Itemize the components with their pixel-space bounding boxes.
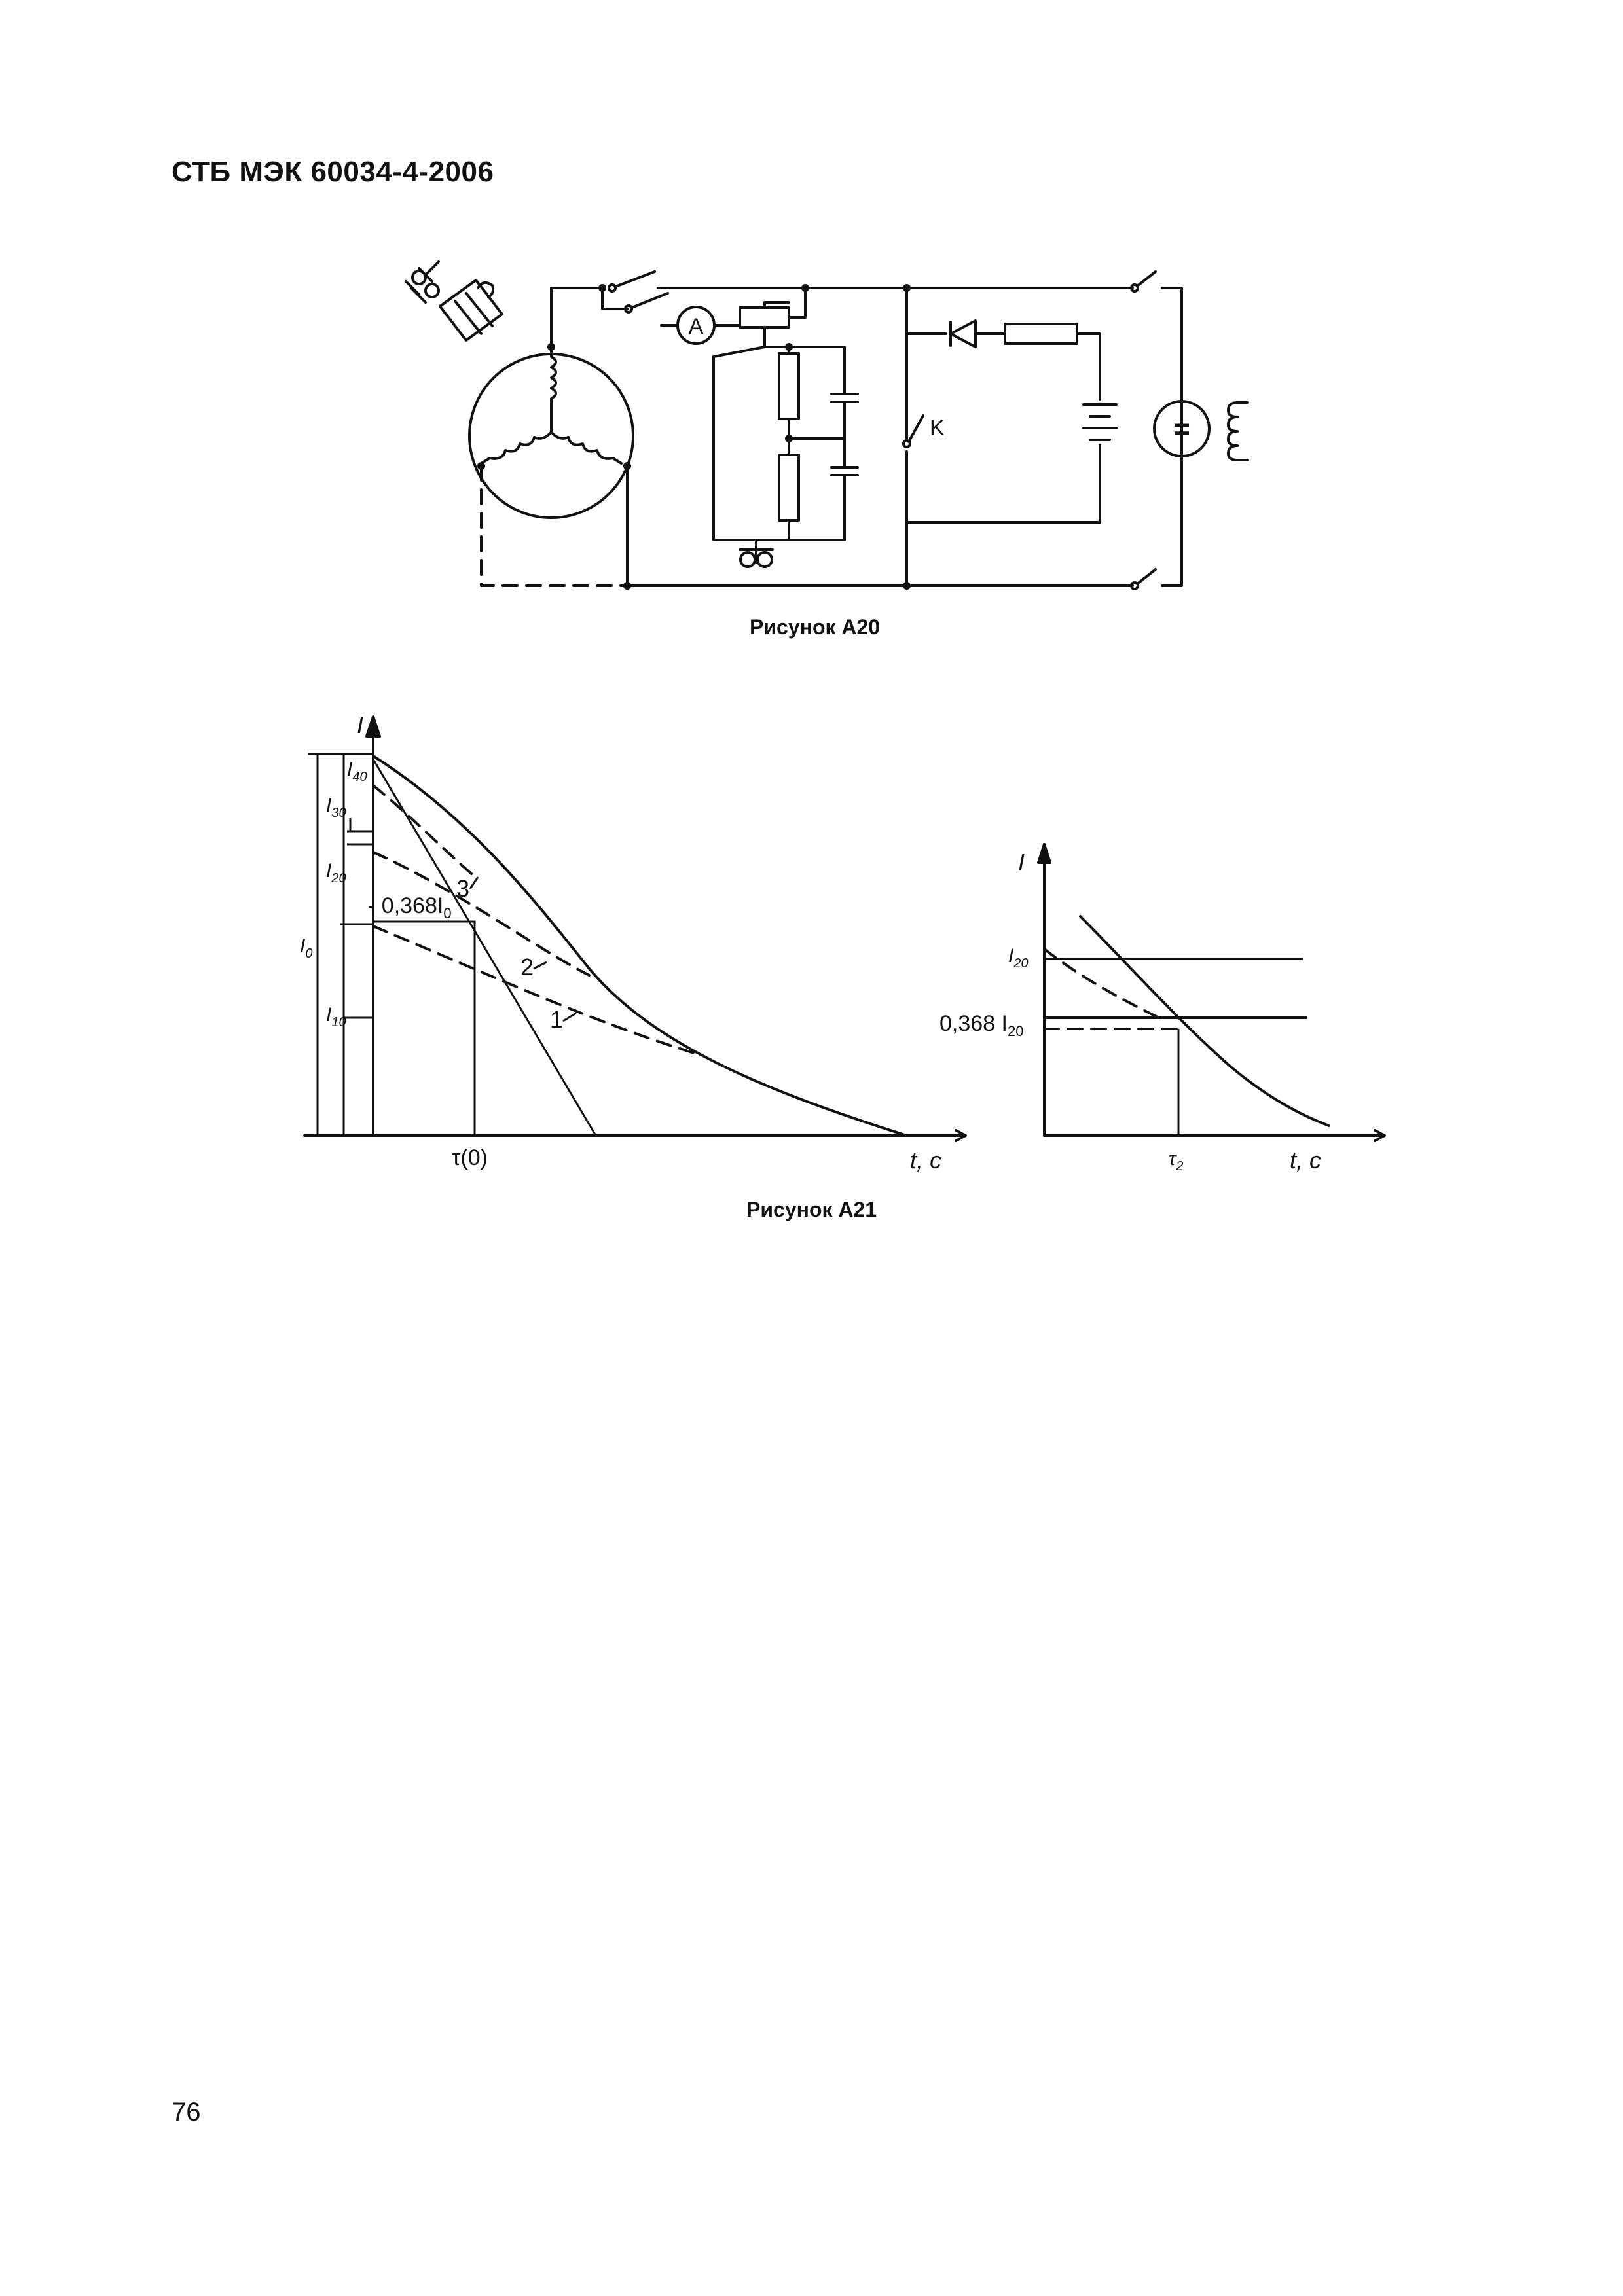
level-label: - $0,368I_0$	[368, 893, 452, 922]
i30-label: $I_{30}$	[326, 795, 346, 820]
dc-source-symbol: =	[1173, 413, 1190, 445]
figure-a20-caption: Рисунок А20	[750, 615, 881, 639]
tau2-label: $\tau_2$	[1169, 1148, 1184, 1174]
decay-curve	[1080, 916, 1329, 1126]
page-number: 76	[172, 2098, 201, 2126]
y-axis-label: I	[1018, 849, 1025, 876]
ammeter-label: A	[688, 314, 704, 339]
i0-label: $I_0$	[300, 935, 313, 961]
x-axis-label: t, c	[910, 1147, 942, 1174]
document-header: СТБ МЭК 60034-4-2006	[172, 156, 494, 188]
y-axis-label: I	[357, 711, 364, 738]
curve-label-2: 2	[520, 954, 534, 980]
curve-label-1: 1	[550, 1006, 564, 1033]
figure-a21-caption: Рисунок А21	[746, 1198, 877, 1221]
switch-k-label: K	[930, 416, 945, 440]
x-axis-label: t, c	[1290, 1147, 1322, 1174]
i10-label: $I_{10}$	[326, 1004, 346, 1030]
i20-label: $I_{20}$	[326, 860, 346, 886]
curve-label-3: 3	[456, 875, 470, 902]
i40-label: $I_{40}$	[347, 759, 367, 784]
i20-label: $I_{20}$	[1008, 945, 1029, 971]
tau-label: τ(0)	[452, 1145, 488, 1170]
level-label: 0,368 $I_{20}$	[939, 1011, 1024, 1039]
